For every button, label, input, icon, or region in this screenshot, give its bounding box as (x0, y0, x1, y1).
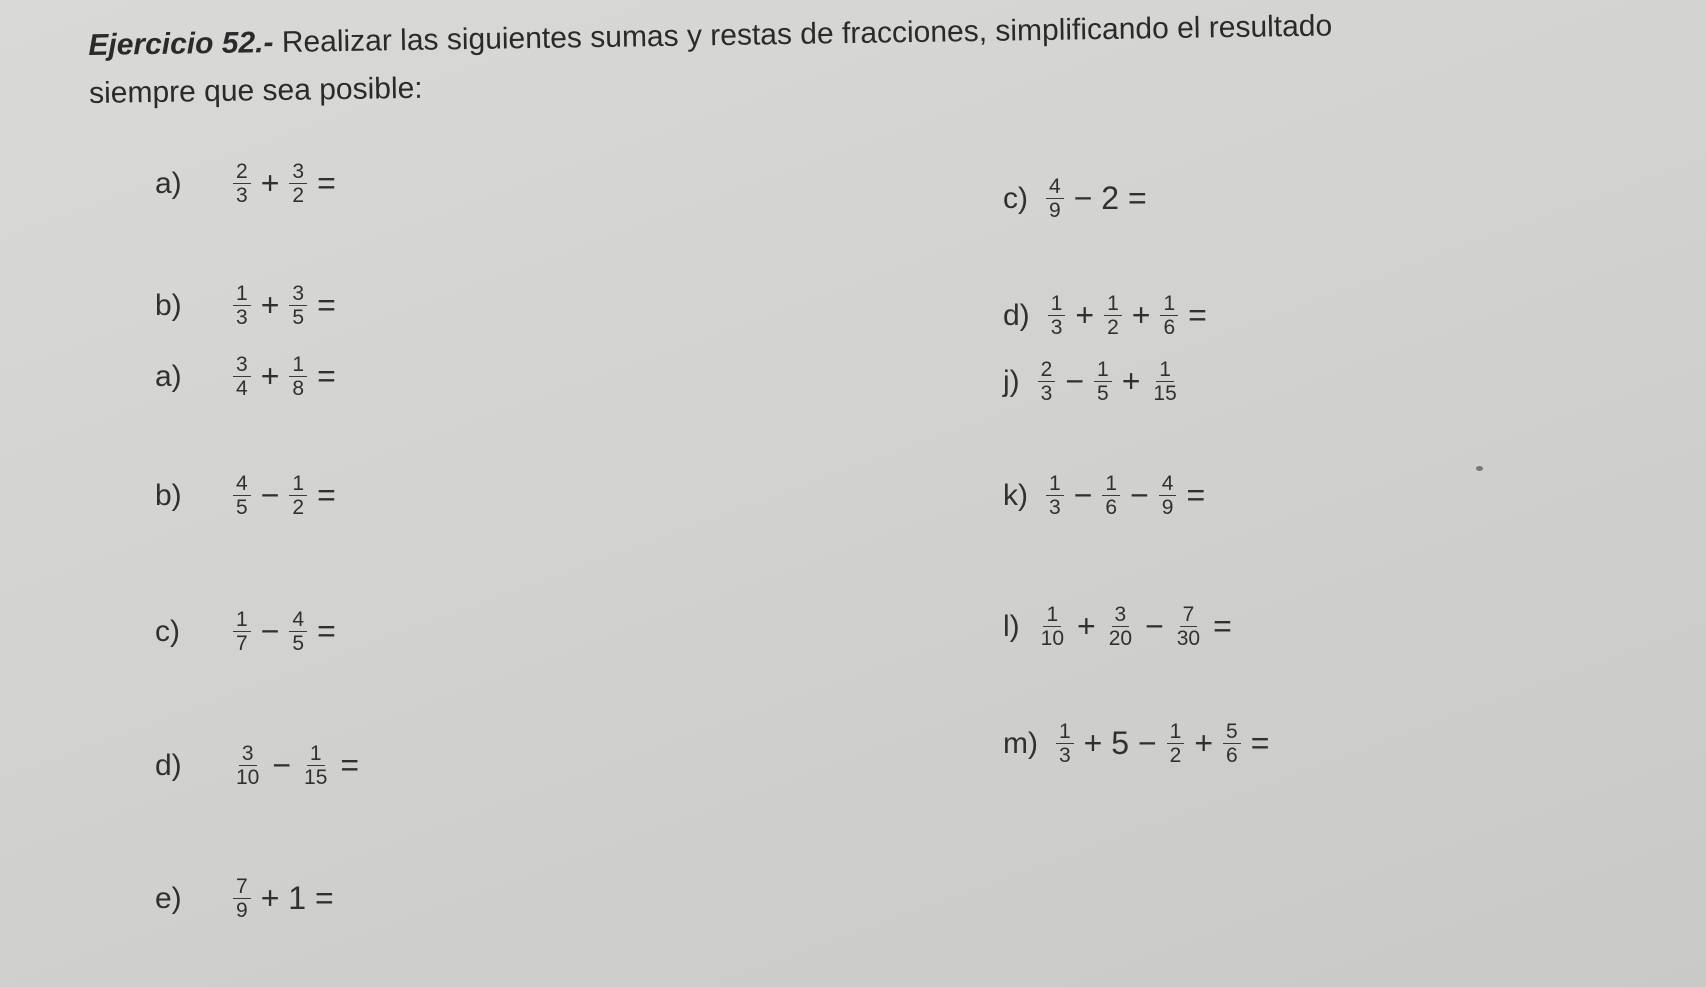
exercise-label: e) (155, 881, 182, 915)
operator: − (1065, 363, 1085, 399)
fraction (1038, 358, 1056, 405)
fraction (289, 608, 307, 655)
exercise-item (155, 353, 342, 400)
denominator: 5 (292, 306, 305, 329)
denominator: 2 (1107, 316, 1119, 339)
operator: + (260, 358, 280, 394)
exercise-label: c) (155, 614, 180, 648)
exercise-label: c) (1003, 181, 1028, 215)
numerator: 3 (289, 282, 307, 306)
denominator: 15 (1153, 382, 1177, 405)
numerator: 7 (1180, 603, 1198, 627)
operator: + 1 = (260, 880, 334, 916)
denominator: 15 (304, 766, 328, 789)
numerator: 1 (1046, 472, 1064, 496)
fraction (1104, 292, 1122, 339)
numerator: 2 (233, 160, 251, 184)
operator: = (317, 477, 336, 513)
fraction (233, 353, 251, 400)
fraction (1174, 603, 1203, 650)
denominator: 2 (1169, 744, 1182, 767)
exercise-item (155, 875, 340, 922)
denominator: 9 (236, 899, 248, 922)
denominator: 8 (292, 377, 305, 400)
numerator: 1 (1160, 292, 1178, 316)
fraction (233, 282, 251, 329)
numerator: 1 (233, 282, 251, 306)
fraction (233, 160, 251, 207)
operator: − (1130, 477, 1149, 513)
denominator: 3 (1050, 316, 1063, 339)
numerator: 3 (233, 353, 251, 377)
denominator: 3 (236, 306, 248, 329)
numerator: 1 (307, 742, 325, 766)
fraction (289, 282, 307, 329)
denominator: 7 (236, 632, 248, 655)
denominator: 4 (236, 377, 248, 400)
numerator: 5 (1223, 720, 1241, 744)
numerator: 1 (1167, 720, 1185, 744)
denominator: 6 (1105, 496, 1118, 519)
denominator: 6 (1163, 316, 1176, 339)
fraction (1048, 292, 1066, 339)
exercise-label: d) (155, 748, 182, 782)
operator: + (1194, 725, 1213, 761)
exercise-label: l) (1003, 609, 1020, 643)
numerator: 2 (1038, 358, 1056, 382)
numerator: 1 (289, 353, 307, 377)
operator: + (1131, 297, 1151, 333)
exercise-item (1003, 720, 1275, 767)
operator: − (1073, 477, 1093, 513)
numerator: 4 (289, 608, 307, 632)
denominator: 10 (236, 766, 260, 789)
exercise-title (88, 0, 1649, 118)
operator: + (260, 165, 280, 201)
exercise-label: a) (155, 166, 182, 200)
exercise-label: b) (155, 478, 182, 512)
operator: = (317, 358, 336, 394)
denominator: 20 (1108, 627, 1133, 650)
exercise-item (155, 282, 342, 329)
denominator: 9 (1049, 199, 1061, 222)
operator: = (1186, 477, 1206, 513)
fraction (233, 608, 251, 655)
operator: + (1075, 297, 1095, 333)
denominator: 5 (292, 632, 305, 655)
operator: − 2 = (1073, 180, 1147, 216)
numerator: 7 (233, 875, 251, 899)
operator: = (1188, 297, 1207, 333)
fraction (1150, 358, 1179, 405)
numerator: 3 (1112, 603, 1130, 627)
fraction (1167, 720, 1185, 767)
operator: + (260, 287, 280, 323)
denominator: 3 (1049, 496, 1061, 519)
exercise-number: Ejercicio 52.- (88, 26, 274, 62)
operator: − (260, 613, 280, 649)
denominator: 9 (1161, 496, 1174, 519)
fraction (289, 472, 307, 519)
fraction (289, 353, 307, 400)
numerator: 1 (1048, 292, 1066, 316)
numerator: 1 (1056, 720, 1074, 744)
exercise-item (1003, 292, 1213, 339)
fraction (1159, 472, 1177, 519)
numerator: 1 (233, 608, 251, 632)
operator: = (340, 747, 360, 783)
numerator: 1 (289, 472, 307, 496)
operator: − (272, 747, 292, 783)
fraction (1046, 472, 1064, 519)
exercise-item (155, 742, 365, 789)
fraction (301, 742, 330, 789)
fraction (1102, 472, 1120, 519)
operator: = (1213, 608, 1232, 644)
paper-speck (1476, 466, 1483, 471)
operator: + 5 − (1083, 725, 1157, 761)
exercise-item (155, 608, 342, 655)
instruction-line-1: Realizar las siguientes sumas y restas de fracciones, simplificando el resultado (281, 9, 1333, 59)
exercise-label: b) (155, 288, 182, 322)
exercise-item (1003, 472, 1211, 519)
numerator: 4 (1159, 472, 1177, 496)
numerator: 4 (233, 472, 251, 496)
denominator: 3 (236, 184, 248, 207)
fraction (289, 160, 307, 207)
exercise-label: k) (1003, 478, 1028, 512)
fraction (233, 472, 251, 519)
exercise-label: m) (1003, 726, 1038, 760)
fraction (233, 742, 262, 789)
exercise-label: a) (155, 359, 182, 393)
fraction (1094, 358, 1112, 405)
fraction (1046, 175, 1064, 222)
numerator: 1 (1156, 358, 1174, 382)
fraction (1056, 720, 1074, 767)
exercise-item (155, 472, 342, 519)
operator: + (1077, 608, 1096, 644)
operator: = (317, 287, 336, 323)
fraction (233, 875, 251, 922)
numerator: 1 (1102, 472, 1120, 496)
operator: − (260, 477, 280, 513)
denominator: 6 (1226, 744, 1238, 767)
operator: = (317, 613, 336, 649)
denominator: 10 (1040, 627, 1065, 650)
operator: − (1145, 608, 1164, 644)
denominator: 3 (1040, 382, 1053, 405)
denominator: 30 (1176, 627, 1201, 650)
instruction-line-2: siempre que sea posible: (88, 71, 423, 110)
exercise-label: j) (1003, 364, 1020, 398)
fraction (1160, 292, 1178, 339)
denominator: 2 (292, 496, 305, 519)
denominator: 5 (1097, 382, 1109, 405)
fraction (1106, 603, 1135, 650)
denominator: 2 (292, 184, 305, 207)
operator: + (1121, 363, 1141, 399)
exercise-item (1003, 603, 1238, 650)
operator: = (1250, 725, 1270, 761)
numerator: 1 (1094, 358, 1112, 382)
exercise-label: d) (1003, 298, 1030, 332)
exercise-item (155, 160, 342, 207)
denominator: 3 (1058, 744, 1071, 767)
numerator: 3 (289, 160, 307, 184)
operator: = (317, 165, 336, 201)
fraction (1223, 720, 1241, 767)
denominator: 5 (236, 496, 248, 519)
fraction (1038, 603, 1067, 650)
exercise-item (1003, 358, 1184, 405)
exercise-item (1003, 175, 1153, 222)
numerator: 4 (1046, 175, 1064, 199)
numerator: 1 (1043, 603, 1061, 627)
numerator: 3 (239, 742, 257, 766)
numerator: 1 (1104, 292, 1122, 316)
